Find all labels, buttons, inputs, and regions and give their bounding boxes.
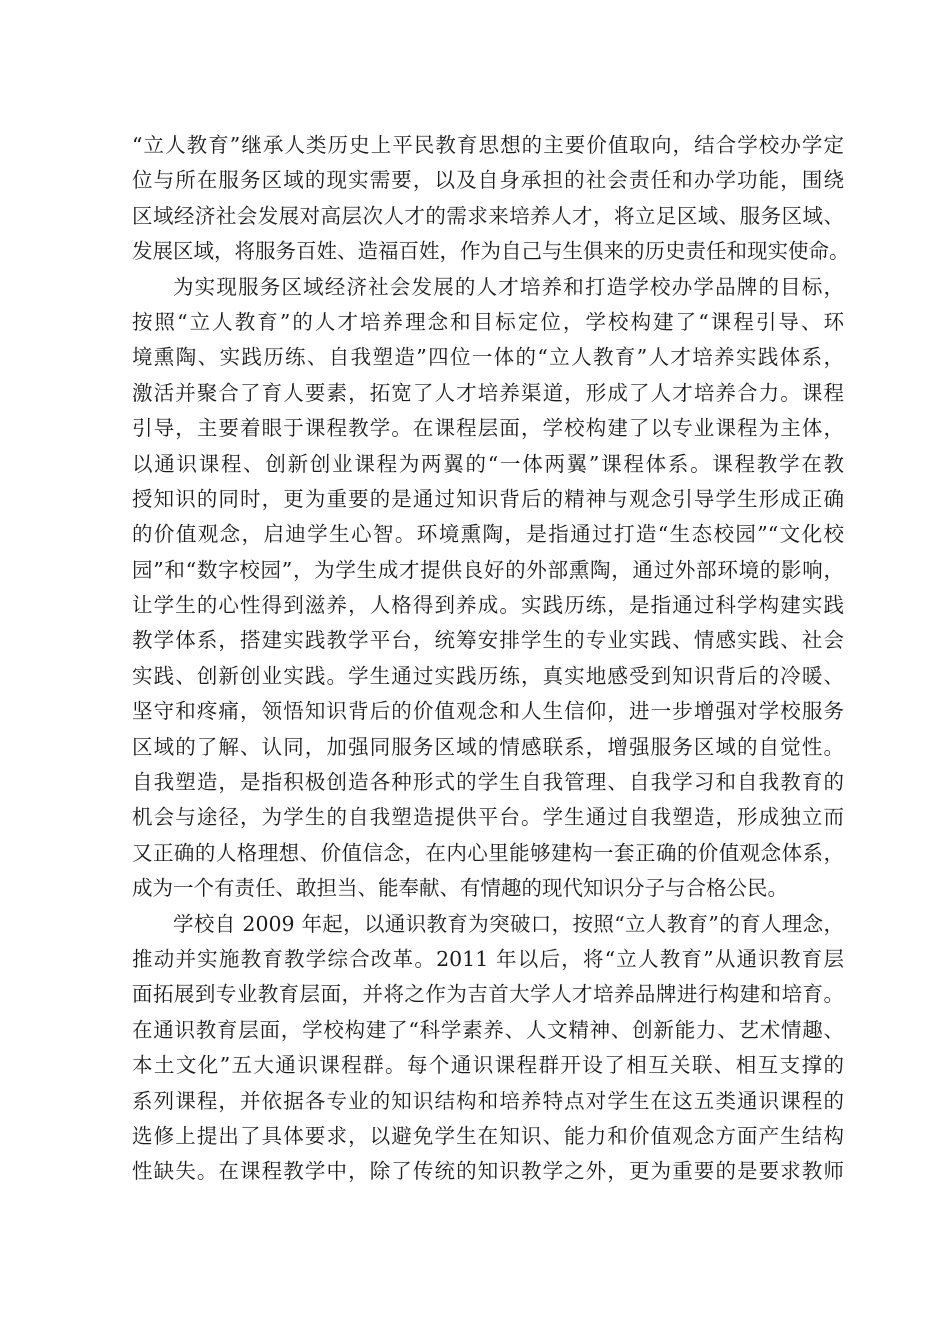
text-line: 的价值观念，启迪学生心智。环境熏陶，是指通过打造“生态校园”“文化校	[132, 522, 844, 547]
text-line: 园”和“数字校园”，为学生成才提供良好的外部熏陶，通过外部环境的影响，	[132, 557, 844, 582]
paragraph-1	[132, 128, 850, 270]
text-line: 授知识的同时，更为重要的是通过知识背后的精神与观念引导学生形成正确	[132, 486, 844, 511]
text-line: 让学生的心性得到滋养，人格得到养成。实践历练，是指通过科学构建实践	[132, 593, 844, 618]
text-line: 为实现服务区域经济社会发展的人才培养和打造学校办学品牌的目标，	[173, 274, 844, 299]
text-line: “立人教育”继承人类历史上平民教育思想的主要价值取向，结合学校办学定	[132, 133, 844, 157]
text-line: 发展区域，将服务百姓、造福百姓，作为自己与生俱来的历史责任和现实使命。	[132, 239, 850, 264]
text-line: 本土文化”五大通识课程群。每个通识课程群开设了相互关联、相互支撑的	[132, 1053, 844, 1078]
text-line: 机会与途径，为学生的自我塑造提供平台。学生通过自我塑造，形成独立而	[132, 805, 844, 830]
text-line: 性缺失。在课程教学中，除了传统的知识教学之外，更为重要的是要求教师	[132, 1159, 844, 1184]
paragraph-3	[132, 907, 844, 1190]
text-line: 选修上提出了具体要求，以避免学生在知识、能力和价值观念方面产生结构	[132, 1123, 844, 1148]
text-line: 在通识教育层面，学校构建了“科学素养、人文精神、创新能力、艺术情趣、	[132, 1017, 844, 1042]
text-line: 引导，主要着眼于课程教学。在课程层面，学校构建了以专业课程为主体，	[132, 416, 844, 441]
text-line: 系列课程，并依据各专业的知识结构和培养特点对学生在这五类通识课程的	[132, 1088, 844, 1113]
text-line: 学校自 2009 年起，以通识教育为突破口，按照“立人教育”的育人理念，	[173, 911, 844, 936]
text-line: 坚守和疼痛，领悟知识背后的价值观念和人生信仰，进一步增强对学校服务	[132, 699, 844, 724]
text-line: 又正确的人格理想、价值信念，在内心里能够建构一套正确的价值观念体系，	[132, 840, 844, 865]
text-line: 教学体系，搭建实践教学平台，统筹安排学生的专业实践、情感实践、社会	[132, 628, 844, 653]
text-line: 激活并聚合了育人要素，拓宽了人才培养渠道，形成了人才培养合力。课程	[132, 380, 844, 405]
text-line: 区域经济社会发展对高层次人才的需求来培养人才，将立足区域、服务区域、	[132, 203, 844, 228]
text-line: 位与所在服务区域的现实需要，以及自身承担的社会责任和办学功能，围绕	[132, 168, 844, 193]
text-line: 面拓展到专业教育层面，并将之作为吉首大学人才培养品牌进行构建和培育。	[132, 982, 844, 1007]
text-line: 自我塑造，是指积极创造各种形式的学生自我管理、自我学习和自我教育的	[132, 770, 844, 795]
text-line: 境熏陶、实践历练、自我塑造”四位一体的“立人教育”人才培养实践体系，	[132, 345, 844, 370]
text-line: 按照“立人教育”的人才培养理念和目标定位，学校构建了“课程引导、环	[132, 309, 844, 334]
document-page	[132, 128, 850, 1190]
paragraph-2	[132, 270, 844, 907]
text-line: 以通识课程、创新创业课程为两翼的“一体两翼”课程体系。课程教学在教	[132, 451, 844, 476]
text-line: 推动并实施教育教学综合改革。2011 年以后，将“立人教育”从通识教育层	[132, 946, 844, 971]
text-line: 实践、创新创业实践。学生通过实践历练，真实地感受到知识背后的冷暖、	[132, 663, 844, 688]
text-line: 成为一个有责任、敢担当、能奉献、有情趣的现代知识分子与合格公民。	[132, 876, 788, 901]
text-line: 区域的了解、认同，加强同服务区域的情感联系，增强服务区域的自觉性。	[132, 734, 844, 759]
